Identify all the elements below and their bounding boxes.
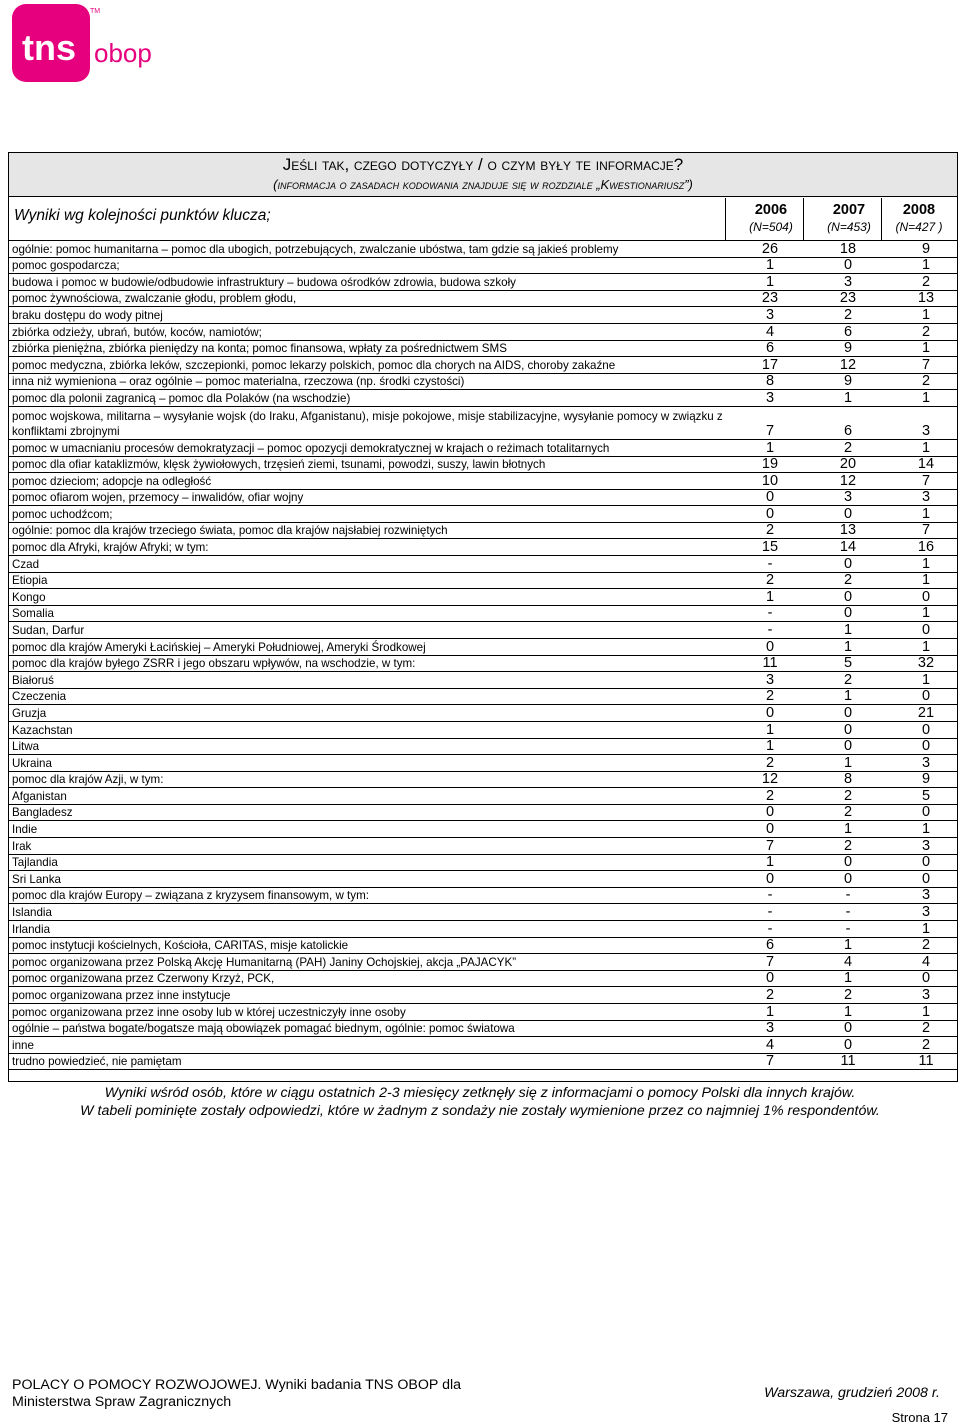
value-2007: 1 (843, 755, 853, 771)
value-2006: 2 (765, 788, 775, 804)
table-row (9, 622, 957, 639)
value-2007: 1 (843, 970, 853, 986)
row-label: budowa i pomoc w budowie/odbudowie infrastruktury – budowa ośrodków zdrowia, budowa szkoły (12, 276, 516, 289)
value-2007: 4 (843, 954, 853, 970)
value-2007: - (845, 887, 851, 903)
value-2006: 2 (765, 522, 775, 538)
value-2006: 23 (761, 290, 779, 306)
table-row (9, 589, 957, 606)
row-label: ogólnie: pomoc dla krajów trzeciego świata, pomoc dla krajów najsłabiej rozwiniętych (12, 524, 448, 537)
row-label: Islandia (12, 906, 52, 919)
table-row (9, 722, 957, 739)
row-label: Sri Lanka (12, 873, 61, 886)
tns-obop-logo (12, 4, 187, 84)
table-row (9, 473, 957, 490)
row-label: pomoc medyczna, zbiórka leków, szczepionki, pomoc lekarzy polskich, pomoc dla chorych na AIDS, choroby zakaźne (12, 359, 616, 372)
value-2008: 0 (921, 970, 931, 986)
row-label: Kazachstan (12, 724, 73, 737)
value-2006: 19 (761, 456, 779, 472)
value-2006: - (767, 605, 773, 621)
table-row (9, 341, 957, 357)
table-row (9, 307, 957, 324)
value-2006: 3 (765, 1020, 775, 1036)
svg-text:obop: obop (94, 38, 152, 68)
table-legend: Wyniki wg kolejności punktów klucza; (14, 207, 271, 224)
table-row (9, 705, 957, 722)
value-2006: 10 (761, 473, 779, 489)
table-row (9, 490, 957, 506)
table-row (9, 1004, 957, 1021)
row-label: pomoc organizowana przez inne osoby lub w której uczestniczyły inne osoby (12, 1006, 406, 1019)
value-2007: 1 (843, 390, 853, 406)
value-2008: 32 (917, 655, 935, 671)
row-label: Bangladesz (12, 806, 73, 819)
value-2007: 1 (843, 821, 853, 837)
table-row (9, 324, 957, 341)
value-2007: - (845, 904, 851, 920)
value-2008: 1 (921, 639, 931, 655)
value-2008: 7 (921, 522, 931, 538)
value-2007: 12 (839, 357, 857, 373)
trademark-mark: TM (90, 8, 101, 15)
value-2008: 1 (921, 307, 931, 323)
table-row (9, 921, 957, 938)
value-2007: 2 (843, 987, 853, 1003)
value-2008: 3 (921, 904, 931, 920)
table-row (9, 954, 957, 971)
table-row (9, 258, 957, 274)
row-label: Kongo (12, 591, 46, 604)
table-row (9, 1021, 957, 1037)
value-2008: 1 (921, 672, 931, 688)
sample-size: (N=453) (827, 220, 871, 234)
value-2006: 7 (765, 1053, 775, 1069)
value-2007: 2 (843, 788, 853, 804)
note-base: Wyniki wśród osób, które w ciągu ostatnich 2-3 miesięcy zetknęły się z informacjami o pomocy Polski dla innych krajów. (104, 1085, 856, 1101)
value-2008: 1 (921, 440, 931, 456)
value-2007: 23 (839, 290, 857, 306)
value-2006: 8 (765, 373, 775, 389)
value-2008: 1 (921, 506, 931, 522)
value-2007: 13 (839, 522, 857, 538)
value-2007: 2 (843, 572, 853, 588)
question-header (9, 153, 957, 197)
value-2008: 5 (921, 788, 931, 804)
footer-date: Warszawa, grudzień 2008 r. (764, 1385, 940, 1401)
table-row (9, 374, 957, 390)
value-2007: 0 (843, 1037, 853, 1053)
table-row (9, 1054, 957, 1070)
value-2006: 0 (765, 639, 775, 655)
sample-size: (N=427 ) (895, 220, 943, 234)
value-2008: 2 (921, 324, 931, 340)
row-label: pomoc dla krajów byłego ZSRR i jego obszaru wpływów, na wschodzie, w tym: (12, 657, 416, 670)
row-label: Indie (12, 823, 38, 836)
value-2008: 0 (921, 622, 931, 638)
row-label: Czeczenia (12, 690, 67, 703)
value-2007: 3 (843, 489, 853, 505)
row-label: pomoc dla ofiar kataklizmów, klęsk żywiołowych, trzęsień ziemi, tsunami, powodzi, suszy, lawin błotnych (12, 458, 546, 471)
value-2006: 0 (765, 489, 775, 505)
value-2007: 0 (843, 556, 853, 572)
value-2008: 1 (921, 605, 931, 621)
year-label: 2007 (832, 202, 866, 218)
value-2006: - (767, 921, 773, 937)
value-2006: 7 (765, 423, 775, 439)
row-label: pomoc wojskowa, militarna – wysyłanie wojsk (do Iraku, Afganistanu), misje pokojowe, misje stabilizacyjne, wysyłanie pomocy w związku z konfliktami zbrojnymi (12, 410, 723, 438)
row-label: pomoc uchodźcom; (12, 508, 113, 521)
value-2006: 0 (765, 970, 775, 986)
row-label: trudno powiedzieć, nie pamiętam (12, 1055, 182, 1068)
value-2007: 11 (840, 1053, 856, 1069)
table-row (9, 805, 957, 821)
row-label: inne (12, 1039, 34, 1052)
value-2006: - (767, 904, 773, 920)
row-label: Etiopia (12, 574, 48, 587)
value-2008: 3 (921, 489, 931, 505)
row-label: pomoc dzieciom; adopcje na odległość (12, 475, 212, 488)
value-2007: 8 (843, 771, 853, 787)
value-2006: 6 (765, 340, 775, 356)
value-2006: 1 (765, 257, 775, 273)
row-label: pomoc instytucji kościelnych, Kościoła, CARITAS, misje katolickie (12, 939, 349, 952)
value-2008: 1 (921, 821, 931, 837)
value-2008: 1 (921, 572, 931, 588)
table-row (9, 407, 957, 440)
value-2008: 9 (921, 771, 931, 787)
value-2007: 2 (843, 440, 853, 456)
row-label: Irak (12, 840, 32, 853)
value-2006: 11 (762, 655, 778, 671)
value-2008: 7 (921, 357, 931, 373)
value-2006: 4 (765, 1037, 775, 1053)
value-2008: 16 (917, 539, 935, 555)
table-row (9, 573, 957, 589)
value-2006: 15 (761, 539, 779, 555)
value-2007: 12 (839, 473, 857, 489)
value-2006: 3 (765, 672, 775, 688)
footer-client: Ministerstwa Spraw Zagranicznych (12, 1394, 232, 1410)
row-label: pomoc organizowana przez Polską Akcję Humanitarną (PAH) Janiny Ochojskiej, akcja „PAJACYK” (12, 956, 517, 969)
table-row (9, 606, 957, 622)
value-2007: 0 (843, 871, 853, 887)
value-2008: 0 (921, 688, 931, 704)
value-2008: 2 (921, 274, 931, 290)
row-label: pomoc gospodarcza; (12, 259, 120, 272)
question-text: Jeśli tak, czego dotyczyły / o czym były te informacje? (282, 155, 684, 174)
value-2008: 1 (921, 257, 931, 273)
column-divider (725, 198, 726, 240)
value-2008: 0 (921, 722, 931, 738)
value-2007: 2 (843, 307, 853, 323)
value-2006: 0 (765, 705, 775, 721)
table-row (9, 755, 957, 772)
value-2006: 3 (765, 390, 775, 406)
value-2006: 4 (765, 324, 775, 340)
row-label: pomoc dla polonii zagranicą – pomoc dla Polaków (na wschodzie) (12, 392, 351, 405)
row-label: pomoc organizowana przez Czerwony Krzyż, PCK, (12, 972, 275, 985)
table-row (9, 871, 957, 888)
value-2007: 0 (843, 589, 853, 605)
table-row (9, 241, 957, 258)
value-2008: 1 (921, 390, 931, 406)
value-2008: 11 (918, 1053, 934, 1069)
value-2006: 1 (765, 738, 775, 754)
value-2006: 0 (765, 804, 775, 820)
value-2008: 1 (921, 1004, 931, 1020)
value-2006: 2 (765, 987, 775, 1003)
value-2007: 2 (843, 672, 853, 688)
table-row (9, 556, 957, 573)
coding-note: (informacja o zasadach kodowania znajduje się w rozdziale „Kwestionariusz”) (273, 177, 693, 192)
value-2006: 2 (765, 572, 775, 588)
table-row (9, 639, 957, 656)
value-2008: 3 (921, 887, 931, 903)
value-2008: 0 (921, 871, 931, 887)
value-2008: 3 (921, 987, 931, 1003)
row-label: Gruzja (12, 707, 47, 720)
table-row (9, 788, 957, 805)
page-number: Strona 17 (891, 1410, 948, 1425)
value-2006: 0 (765, 506, 775, 522)
value-2008: 14 (917, 456, 935, 472)
value-2007: 14 (839, 539, 857, 555)
value-2008: 3 (921, 755, 931, 771)
row-label: Irlandia (12, 923, 51, 936)
table-row (9, 987, 957, 1004)
value-2008: 3 (921, 838, 931, 854)
value-2008: 2 (921, 373, 931, 389)
value-2006: 7 (765, 954, 775, 970)
value-2008: 21 (917, 705, 935, 721)
value-2006: 3 (765, 307, 775, 323)
value-2006: 0 (765, 821, 775, 837)
value-2008: 7 (921, 473, 931, 489)
value-2007: - (845, 921, 851, 937)
value-2007: 0 (843, 738, 853, 754)
row-label: pomoc w umacnianiu procesów demokratyzacji – pomoc opozycji demokratycznej w krajach o reżimach totalitarnych (12, 442, 610, 455)
value-2006: 1 (765, 854, 775, 870)
table-row (9, 523, 957, 539)
value-2007: 1 (843, 1004, 853, 1020)
table-row (9, 274, 957, 291)
value-2008: 2 (921, 1020, 931, 1036)
value-2008: 1 (921, 556, 931, 572)
table-row (9, 888, 957, 904)
value-2008: 9 (921, 241, 931, 257)
value-2008: 1 (921, 340, 931, 356)
value-2007: 0 (843, 506, 853, 522)
value-2007: 0 (843, 605, 853, 621)
table-row (9, 821, 957, 838)
table-row (9, 390, 957, 407)
value-2007: 20 (839, 456, 857, 472)
row-label: Sudan, Darfur (12, 624, 85, 637)
table-row (9, 838, 957, 855)
value-2007: 6 (843, 324, 853, 340)
row-label: pomoc żywnościowa, zwalczanie głodu, problem głodu, (12, 292, 297, 305)
row-label: Afganistan (12, 790, 67, 803)
value-2007: 0 (843, 722, 853, 738)
table-row (9, 656, 957, 672)
row-label: zbiórka pieniężna, zbiórka pieniędzy na konta; pomoc finansowa, wpłaty za pośrednictwem SMS (12, 342, 507, 355)
value-2008: 0 (921, 738, 931, 754)
row-label: ogólnie – państwa bogate/bogatsze mają obowiązek pomagać biednym, ogólnie: pomoc światowa (12, 1022, 515, 1035)
row-label: Tajlandia (12, 856, 58, 869)
value-2007: 1 (843, 937, 853, 953)
value-2006: - (767, 556, 773, 572)
row-label: ogólnie: pomoc humanitarna – pomoc dla ubogich, potrzebujących, zwalczanie ubóstwa, tam gdzie są jakieś problemy (12, 243, 619, 256)
table-row (9, 772, 957, 788)
footer-report-title: POLACY O POMOCY ROZWOJOWEJ. Wyniki badania TNS OBOP dla (12, 1377, 462, 1393)
value-2008: 0 (921, 804, 931, 820)
table-row (9, 357, 957, 374)
value-2006: 1 (765, 589, 775, 605)
year-header-2008 (879, 202, 959, 235)
value-2006: 12 (761, 771, 779, 787)
year-header-2007 (809, 202, 889, 235)
value-2006: 1 (765, 274, 775, 290)
table-row (9, 539, 957, 556)
row-label: pomoc organizowana przez inne instytucje (12, 989, 231, 1002)
value-2008: 2 (921, 937, 931, 953)
value-2007: 2 (843, 804, 853, 820)
table-row (9, 938, 957, 954)
table-row (9, 689, 957, 705)
value-2007: 5 (843, 655, 853, 671)
table-row (9, 904, 957, 921)
value-2007: 18 (839, 241, 857, 257)
table-row (9, 739, 957, 755)
value-2008: 13 (917, 290, 935, 306)
value-2006: 2 (765, 688, 775, 704)
row-label: zbiórka odzieży, ubrań, butów, koców, namiotów; (12, 326, 262, 339)
value-2007: 0 (843, 1020, 853, 1036)
row-label: pomoc dla krajów Europy – związana z kryzysem finansowym, w tym: (12, 889, 369, 902)
value-2006: - (767, 887, 773, 903)
value-2006: 1 (765, 440, 775, 456)
row-label: Ukraina (12, 757, 52, 770)
value-2007: 0 (843, 705, 853, 721)
value-2007: 2 (843, 838, 853, 854)
table-row (9, 291, 957, 307)
value-2006: 0 (765, 871, 775, 887)
table-row (9, 457, 957, 473)
value-2006: 1 (765, 1004, 775, 1020)
row-label: pomoc dla Afryki, krajów Afryki; w tym: (12, 541, 209, 554)
table-row (9, 440, 957, 457)
value-2006: 2 (765, 755, 775, 771)
table-row (9, 506, 957, 523)
value-2007: 6 (843, 423, 853, 439)
value-2007: 9 (843, 373, 853, 389)
value-2006: 7 (765, 838, 775, 854)
value-2006: 1 (765, 722, 775, 738)
value-2008: 2 (921, 1037, 931, 1053)
value-2007: 1 (843, 688, 853, 704)
row-label: Somalia (12, 607, 54, 620)
value-2006: 26 (761, 241, 779, 257)
row-label: pomoc dla krajów Ameryki Łacińskiej – Ameryki Południowej, Ameryki Środkowej (12, 641, 426, 654)
sample-size: (N=504) (749, 220, 793, 234)
value-2007: 9 (843, 340, 853, 356)
row-label: Czad (12, 558, 40, 571)
value-2007: 1 (843, 639, 853, 655)
row-label: Litwa (12, 740, 40, 753)
row-label: Białoruś (12, 674, 54, 687)
value-2008: 3 (921, 423, 931, 439)
year-header-2006 (731, 202, 811, 235)
row-label: pomoc ofiarom wojen, przemocy – inwalidów, ofiar wojny (12, 491, 304, 504)
svg-text:tns: tns (22, 27, 76, 68)
year-label: 2006 (754, 202, 788, 218)
row-label: braku dostępu do wody pitnej (12, 309, 163, 322)
note-omitted: W tabeli pominięte zostały odpowiedzi, które w żadnym z sondaży nie zostały wymienione przez co najmniej 1% respondentów. (80, 1103, 880, 1119)
value-2007: 1 (843, 622, 853, 638)
table-row (9, 1037, 957, 1054)
year-label: 2008 (902, 202, 936, 218)
value-2008: 4 (921, 954, 931, 970)
value-2008: 1 (921, 921, 931, 937)
value-2008: 0 (921, 589, 931, 605)
value-2006: 17 (761, 357, 779, 373)
value-2007: 0 (843, 854, 853, 870)
table-row (9, 971, 957, 987)
value-2007: 0 (843, 257, 853, 273)
value-2006: - (767, 622, 773, 638)
table-row (9, 672, 957, 689)
value-2007: 3 (843, 274, 853, 290)
value-2006: 6 (765, 937, 775, 953)
table-row (9, 855, 957, 871)
row-label: inna niż wymieniona – oraz ogólnie – pomoc materialna, rzeczowa (np. środki czystości) (12, 375, 465, 388)
row-label: pomoc dla krajów Azji, w tym: (12, 773, 164, 786)
value-2008: 0 (921, 854, 931, 870)
